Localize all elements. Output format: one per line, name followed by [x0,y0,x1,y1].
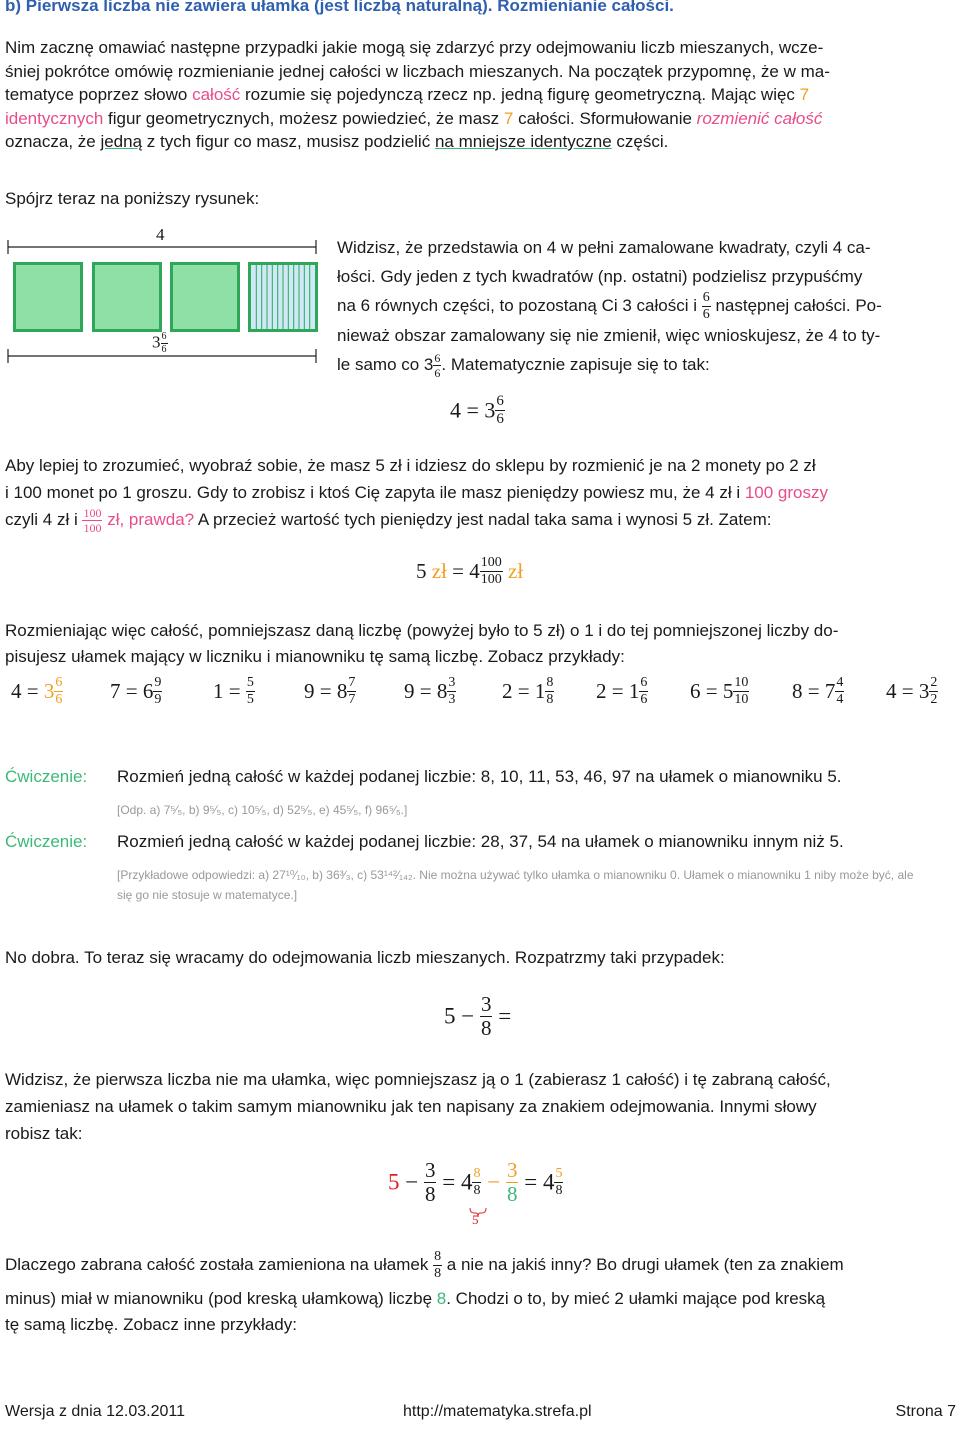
example-equation: 4 = 3 $\frac{2}{2}$ [886,675,938,707]
widzisz-paragraph: Widzisz, że pierwsza liczba nie ma ułamka, więc pomniejszasz ją o 1 (zabierasz 1 całość) i tę zabraną całość, zamieniasz na ułamek o takim samym mianowniku jak ten napisany za znakiem odejmowania. Innymi słowy robisz tak: [5,1070,831,1143]
exercise-answer: [Przykładowe odpowiedzi: a) 27¹⁰⁄₁₀, b) 36³⁄₃, c) 53¹⁴²⁄₁₄₂. Nie można używać tylko ułamka o mianowniku 0. Ułamek o mianowniku 1 niby może być, ale się go nie stosuje w matematyce.] [117,868,914,902]
footer-version: Wersja z dnia 12.03.2011 [5,1403,185,1420]
equation-4-equals-3-6-6: 4 = 3 $\frac{6}{6}$ [450,393,504,427]
rozmieniajac-paragraph: Rozmieniając więc całość, pomniejszasz daną liczbę (powyżej było to 5 zł) o 1 i do tej pomniejszonej liczby do- pisujesz ułamek mający w liczniku i mianowniku tę samą liczbę. Zobacz przykłady: [5,621,839,666]
whole-square [13,262,83,332]
equation-borrowing: 5 − $\frac{3}{8}$ = 4 $\frac{8}{8}$ − $\frac{3}{8}$ = 4 $\frac{5}{8}$ [388,1158,563,1206]
bottom-measure-label: 3 $\frac{6}{6}$ [152,331,167,355]
top-measure-label: 4 [156,225,165,244]
intro-paragraph [5,36,957,154]
dlaczego-paragraph: Dlaczego zabrana całość została zamieniona na ułamek $\frac{8}{8}$ a nie na jakiś inny? Bo drugi ułamek (ten za znakiem minus) miał w mianowniku (pod kreską ułamkową) liczbę 8. Chodzi o to, by mieć 2 ułamki mające pod kreską tę samą liczbę. Zobacz inne przykłady: [5,1249,844,1334]
no-dobra-text: No dobra. To teraz się wracamy do odejmowania liczb mieszanych. Rozpatrzmy taki przypadek: [5,948,725,967]
exercise-label: Ćwiczenie: [5,832,88,851]
example-equation: 9 = 8 $\frac{7}{7}$ [304,675,356,707]
footer-url[interactable]: http://matematyka.strefa.pl [403,1403,592,1420]
example-equation: 4 = 3 $\frac{6}{6}$ [11,675,63,707]
example-equation: 8 = 7 $\frac{4}{4}$ [792,675,844,707]
intro-line: śniej pokrótce omówię rozmienianie jednej całości w liczbach mieszanych. Na początek przypomnę, że w ma- [5,61,830,81]
example-equation: 7 = 6 $\frac{9}{9}$ [110,675,162,707]
equation-5zl: 5 zł = 4 $\frac{100}{100}$ zł [416,555,524,587]
intro-line: identycznych figur geometrycznych, możesz powiedzieć, że masz 7 całości. Sformułowanie rozmienić całość [5,108,823,128]
intro-line: oznacza, że jedną z tych figur co masz, musisz podzielić na mniejsze identyczne części. [5,132,669,151]
intro-line: Nim zacznę omawiać następne przypadki jakie mogą się zdarzyć przy odejmowaniu liczb mieszanych, wcze- [5,38,824,57]
money-paragraph: Aby lepiej to zrozumieć, wyobraź sobie, że masz 5 zł i idziesz do sklepu by rozmienić je na 2 monety po 2 zł i 100 monet po 1 groszu. Gdy to zrobisz i ktoś Cię zapyta ile masz pieniędzy powiesz mu, że 4 zł i 100 groszy czyli 4 zł i $\frac{100}{100}$ zł, prawda? A przecież wartość tych pieniędzy jest nadal taka sama i wynosi 5 zł. Zatem: [5,456,829,536]
whole-square [92,262,162,332]
example-equation: 2 = 1 $\frac{6}{6}$ [596,675,648,707]
divided-square [248,262,318,332]
example-equation: 1 = $\frac{5}{5}$ [213,675,254,707]
figure-description: Widzisz, że przedstawia on 4 w pełni zamalowane kwadraty, czyli 4 ca- łości. Gdy jeden z tych kwadratów (np. ostatni) podzielisz przypuśćmy na 6 równych części, to pozostaną Ci 3 całości i $\frac{6}{6}$ następnej całości. Po- nieważ obszar zamalowany się nie zmienił, więc wnioskujesz, że 4 to ty- le samo co 3 $\frac{6}{6}$ . Matematycznie zapisuje się to tak: [337,238,882,380]
example-equation: 6 = 5 $\frac{10}{10}$ [690,675,749,707]
section-heading: b) Pierwsza liczba nie zawiera ułamka (jest liczbą naturalną). Rozmienianie całości. [5,0,674,15]
footer-page-number: Strona 7 [895,1403,956,1420]
brace-label: 5 [472,1212,479,1227]
equation-5-minus-3-8: 5 − $\frac{3}{8}$ = [444,992,512,1040]
look-text: Spójrz teraz na poniższy rysunek: [5,189,260,208]
exercise-text: Rozmień jedną całość w każdej podanej liczbie: 8, 10, 11, 53, 46, 97 na ułamek o mianowniku 5. [117,767,842,786]
whole-square [170,262,240,332]
exercise-label: Ćwiczenie: [5,767,88,786]
example-equation: 9 = 8 $\frac{3}{3}$ [404,675,456,707]
exercise-answer: [Odp. a) 7⁵⁄₅, b) 9⁵⁄₅, c) 10⁵⁄₅, d) 52⁵⁄₅, e) 45⁵⁄₅, f) 96⁵⁄₅.] [117,803,408,817]
exercise-text: Rozmień jedną całość w każdej podanej liczbie: 28, 37, 54 na ułamek o mianowniku innym niż 5. [117,832,844,851]
example-equation: 2 = 1 $\frac{8}{8}$ [502,675,554,707]
examples-row [0,676,960,720]
intro-line: tematyce poprzez słowo całość rozumie się pojedynczą rzecz np. jedną figurę geometryczną. Mając więc 7 [5,85,810,104]
squares-figure [0,220,320,370]
